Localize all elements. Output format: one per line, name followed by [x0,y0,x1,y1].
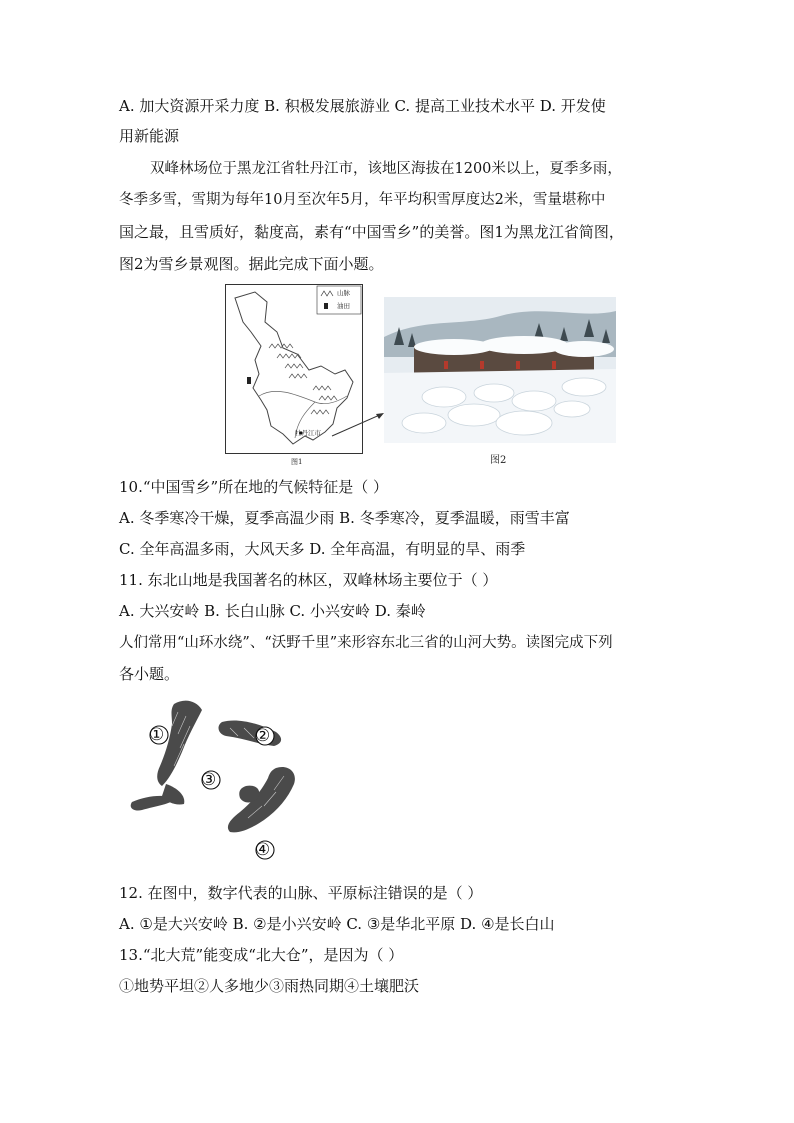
figure1-caption: 图1 [291,458,303,466]
figure3-label-3: ③ [201,770,217,790]
passage1-line4: 图2为雪乡景观图。据此完成下面小题。 [119,255,384,273]
q10-options-line2: C. 全年高温多雨，大风天多 D. 全年高温，有明显的旱、雨季 [119,540,526,558]
legend-oilfield-label: 油田 [337,302,350,310]
figure2-caption: 图2 [490,455,507,466]
q11-stem: 11. 东北山地是我国著名的林区，双峰林场主要位于（ ） [119,571,498,589]
snow-village-photo [384,297,616,443]
passage2-line1: 人们常用“山环水绕”、“沃野千里”来形容东北三省的山河大势。读图完成下列 [119,635,613,651]
figure3-label-2: ② [255,726,271,746]
q12-stem: 12. 在图中，数字代表的山脉、平原标注错误的是（ ） [119,884,483,902]
connector-arrow [330,410,390,440]
q10-options-line1: A. 冬季寒冷干燥，夏季高温少雨 B. 冬季寒冷，夏季温暖，雨雪丰富 [119,509,570,527]
figure3-label-4: ④ [255,840,271,860]
passage1-line2: 冬季多雪，雪期为每年10月至次年5月，年平均积雪厚度达2米，雪量堪称中 [119,192,606,208]
oilfield-legend-icon [324,303,328,309]
figure3-label-1: ① [149,725,165,745]
q10-stem: 10.“中国雪乡”所在地的气候特征是（ ） [119,478,388,496]
passage1-line1: 双峰林场位于黑龙江省牡丹江市，该地区海拔在1200米以上，夏季多雨， [150,161,622,177]
passage1-line3: 国之最，且雪质好，黏度高，素有“中国雪乡”的美誉。图1为黑龙江省简图， [119,223,624,241]
city-label: 牡丹江市 [295,429,321,437]
q12-options: A. ①是大兴安岭 B. ②是小兴安岭 C. ③是华北平原 D. ④是长白山 [119,915,555,933]
passage2-line2: 各小题。 [119,665,180,683]
oilfield-marker-icon [247,377,251,384]
q9-options-line1: A. 加大资源开采力度 B. 积极发展旅游业 C. 提高工业技术水平 D. 开发使 [119,97,606,115]
q9-options-line2: 用新能源 [119,127,180,145]
q13-stem: 13.“北大荒”能变成“北大仓”，是因为（ ） [119,946,404,964]
northeast-mountains-figure [126,692,316,864]
q11-options: A. 大兴安岭 B. 长白山脉 C. 小兴安岭 D. 秦岭 [119,602,426,620]
q13-choices: ①地势平坦②人多地少③雨热同期④土壤肥沃 [119,977,420,995]
legend-mountain-label: 山脉 [337,289,350,297]
